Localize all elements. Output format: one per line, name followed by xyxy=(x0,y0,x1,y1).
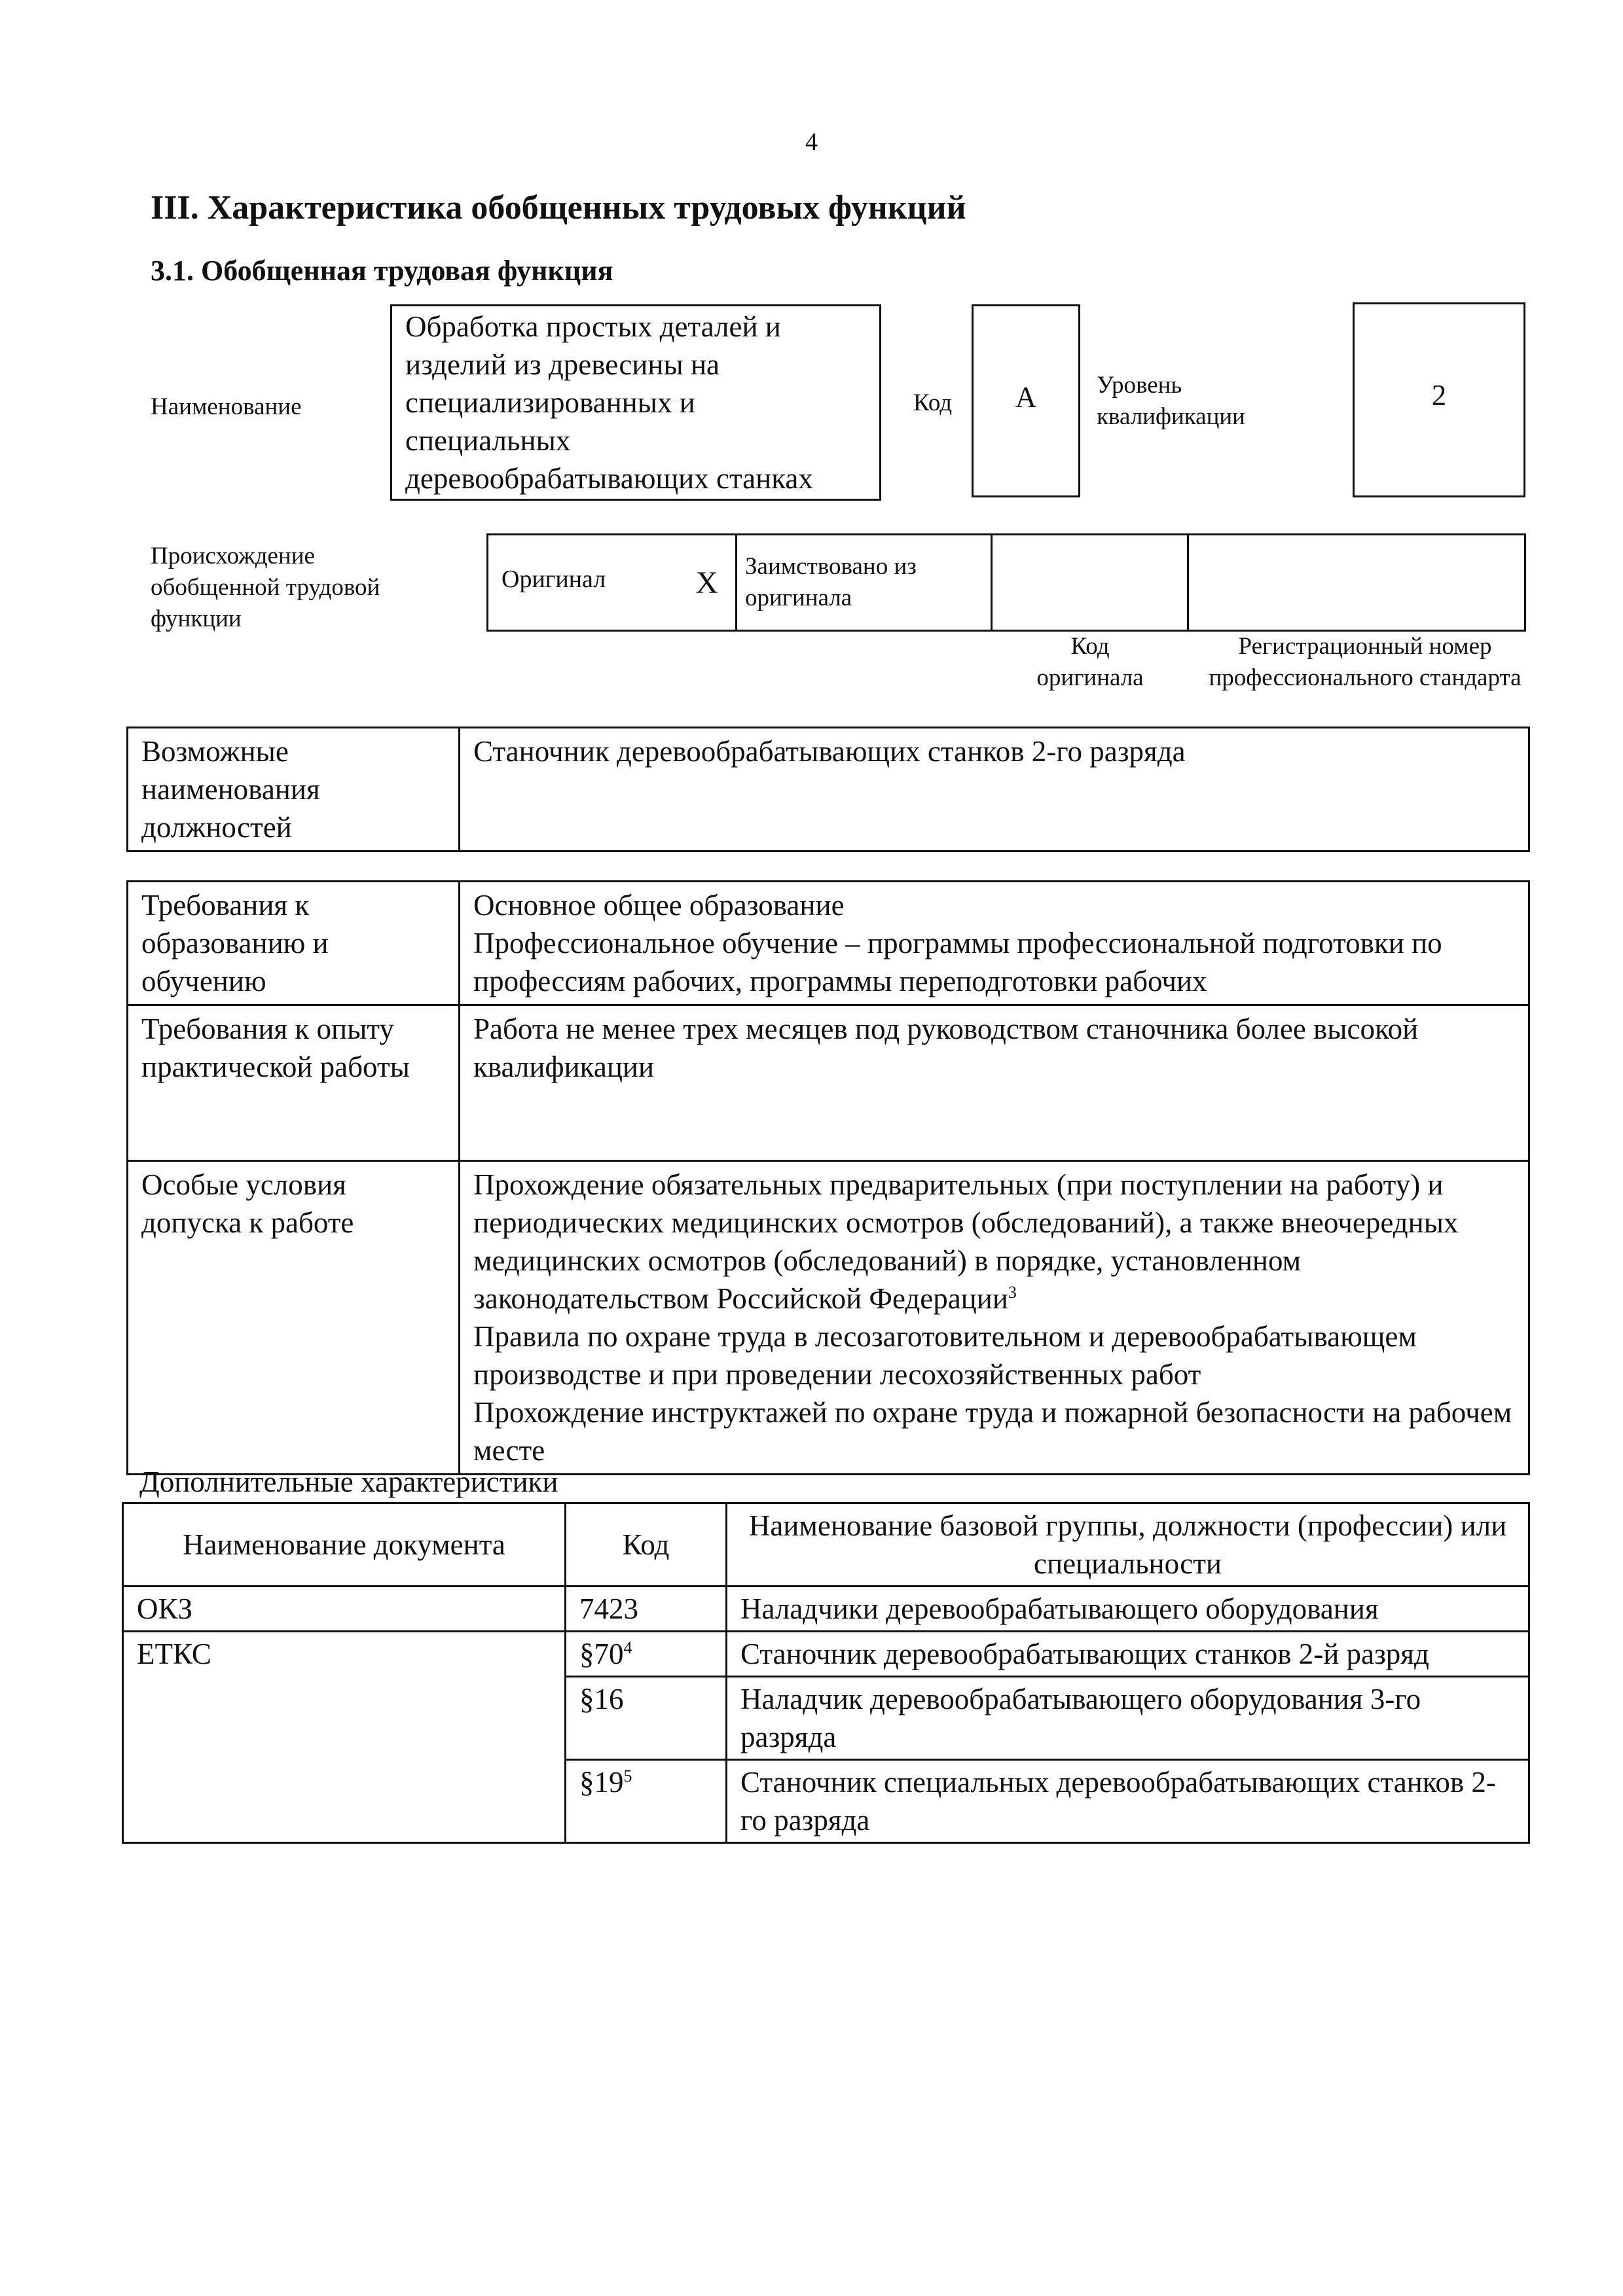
name-label: Наименование xyxy=(151,393,302,420)
experience-value: Работа не менее трех месяцев под руководством станочника более высокой квалификации xyxy=(460,1005,1529,1161)
requirements-table xyxy=(126,880,1530,1475)
education-value-1: Основное общее образование xyxy=(473,889,845,922)
conditions-value-2: Правила по охране труда в лесозаготовительном и деревообрабатывающем производстве и при проведении лесохозяйственных работ xyxy=(473,1320,1417,1391)
conditions-value-1 xyxy=(473,1166,1515,1318)
original-cell xyxy=(488,535,737,631)
row-doc: ОКЗ xyxy=(123,1587,566,1632)
original-code-caption: Код оригинала xyxy=(1036,633,1144,691)
subsection-title: 3.1. Обобщенная трудовая функция xyxy=(151,255,613,287)
page-number: 4 xyxy=(805,128,818,156)
header-code: Код xyxy=(566,1503,727,1587)
conditions-label: Особые условия допуска к работе xyxy=(128,1161,460,1475)
table-row xyxy=(123,1587,1529,1632)
positions-table xyxy=(126,726,1530,852)
level-label: Уровень квалификации xyxy=(1097,372,1245,430)
additional-table xyxy=(122,1502,1530,1844)
reg-number-cell xyxy=(1188,535,1525,631)
origin-table xyxy=(486,533,1526,632)
footnote-3: 3 xyxy=(1008,1283,1017,1302)
row-name: Станочник специальных деревообрабатывающих станков 2-го разряда xyxy=(727,1760,1529,1843)
table-row xyxy=(123,1632,1529,1677)
level-box xyxy=(1353,302,1525,497)
level-value: 2 xyxy=(1431,379,1447,412)
function-name-box xyxy=(390,304,881,501)
education-value-2: Профессиональное обучение – программы профессиональной подготовки по профессиям рабочих, программы переподготовки рабочих xyxy=(473,927,1442,997)
row-doc: ЕТКС xyxy=(123,1632,566,1843)
row-code-sup: 4 xyxy=(623,1638,632,1657)
education-label: Требования к образованию и обучению xyxy=(128,882,460,1005)
original-label: Оригинал xyxy=(501,565,606,593)
row-name: Наладчик деревообрабатывающего оборудования 3-го разряда xyxy=(727,1677,1529,1760)
row-code-sup: 5 xyxy=(623,1767,632,1785)
row-name: Станочник деревообрабатывающих станков 2-й разряд xyxy=(727,1632,1529,1677)
header-doc: Наименование документа xyxy=(123,1503,566,1587)
row-code-text: §16 xyxy=(579,1683,624,1715)
experience-label: Требования к опыту практической работы xyxy=(128,1005,460,1161)
conditions-value-3: Прохождение инструктажей по охране труда и пожарной безопасности на рабочем месте xyxy=(473,1396,1512,1467)
row-code-text: §19 xyxy=(579,1766,624,1799)
section-title: III. Характеристика обобщенных трудовых функций xyxy=(151,189,966,226)
row-code-text: 7423 xyxy=(579,1592,638,1625)
original-code-cell xyxy=(992,535,1188,631)
row-code xyxy=(566,1587,727,1632)
positions-label: Возможные наименования должностей xyxy=(128,728,460,852)
code-label: Код xyxy=(913,389,953,416)
additional-title: Дополнительные характеристики xyxy=(139,1465,558,1498)
original-mark: X xyxy=(695,565,718,600)
row-name: Наладчики деревообрабатывающего оборудования xyxy=(727,1587,1529,1632)
header-name: Наименование базовой группы, должности (профессии) или специальности xyxy=(727,1503,1529,1587)
conditions-cell xyxy=(460,1161,1529,1475)
borrowed-label: Заимствовано из оригинала xyxy=(745,553,917,611)
reg-number-caption: Регистрационный номер профессионального стандарта xyxy=(1209,633,1522,691)
row-code xyxy=(566,1632,727,1677)
row-code xyxy=(566,1677,727,1760)
function-name-value: Обработка простых деталей и изделий из древесины на специализированных и специальных деревообрабатывающих станках xyxy=(405,310,813,495)
code-box xyxy=(972,304,1080,497)
origin-label: Происхождение обобщенной трудовой функции xyxy=(151,543,380,632)
borrowed-cell xyxy=(737,535,992,631)
positions-value: Станочник деревообрабатывающих станков 2-го разряда xyxy=(460,728,1529,852)
education-cell xyxy=(460,882,1529,1005)
conditions-text-1: Прохождение обязательных предварительных (при поступлении на работу) и периодических медицинских осмотров (обследований), а также внеочередных медицинских осмотров (обследований) в порядке, установленном законодательством Российской Федерации xyxy=(473,1168,1459,1315)
code-value: А xyxy=(1015,381,1037,414)
row-code-text: §70 xyxy=(579,1638,624,1670)
row-code xyxy=(566,1760,727,1843)
